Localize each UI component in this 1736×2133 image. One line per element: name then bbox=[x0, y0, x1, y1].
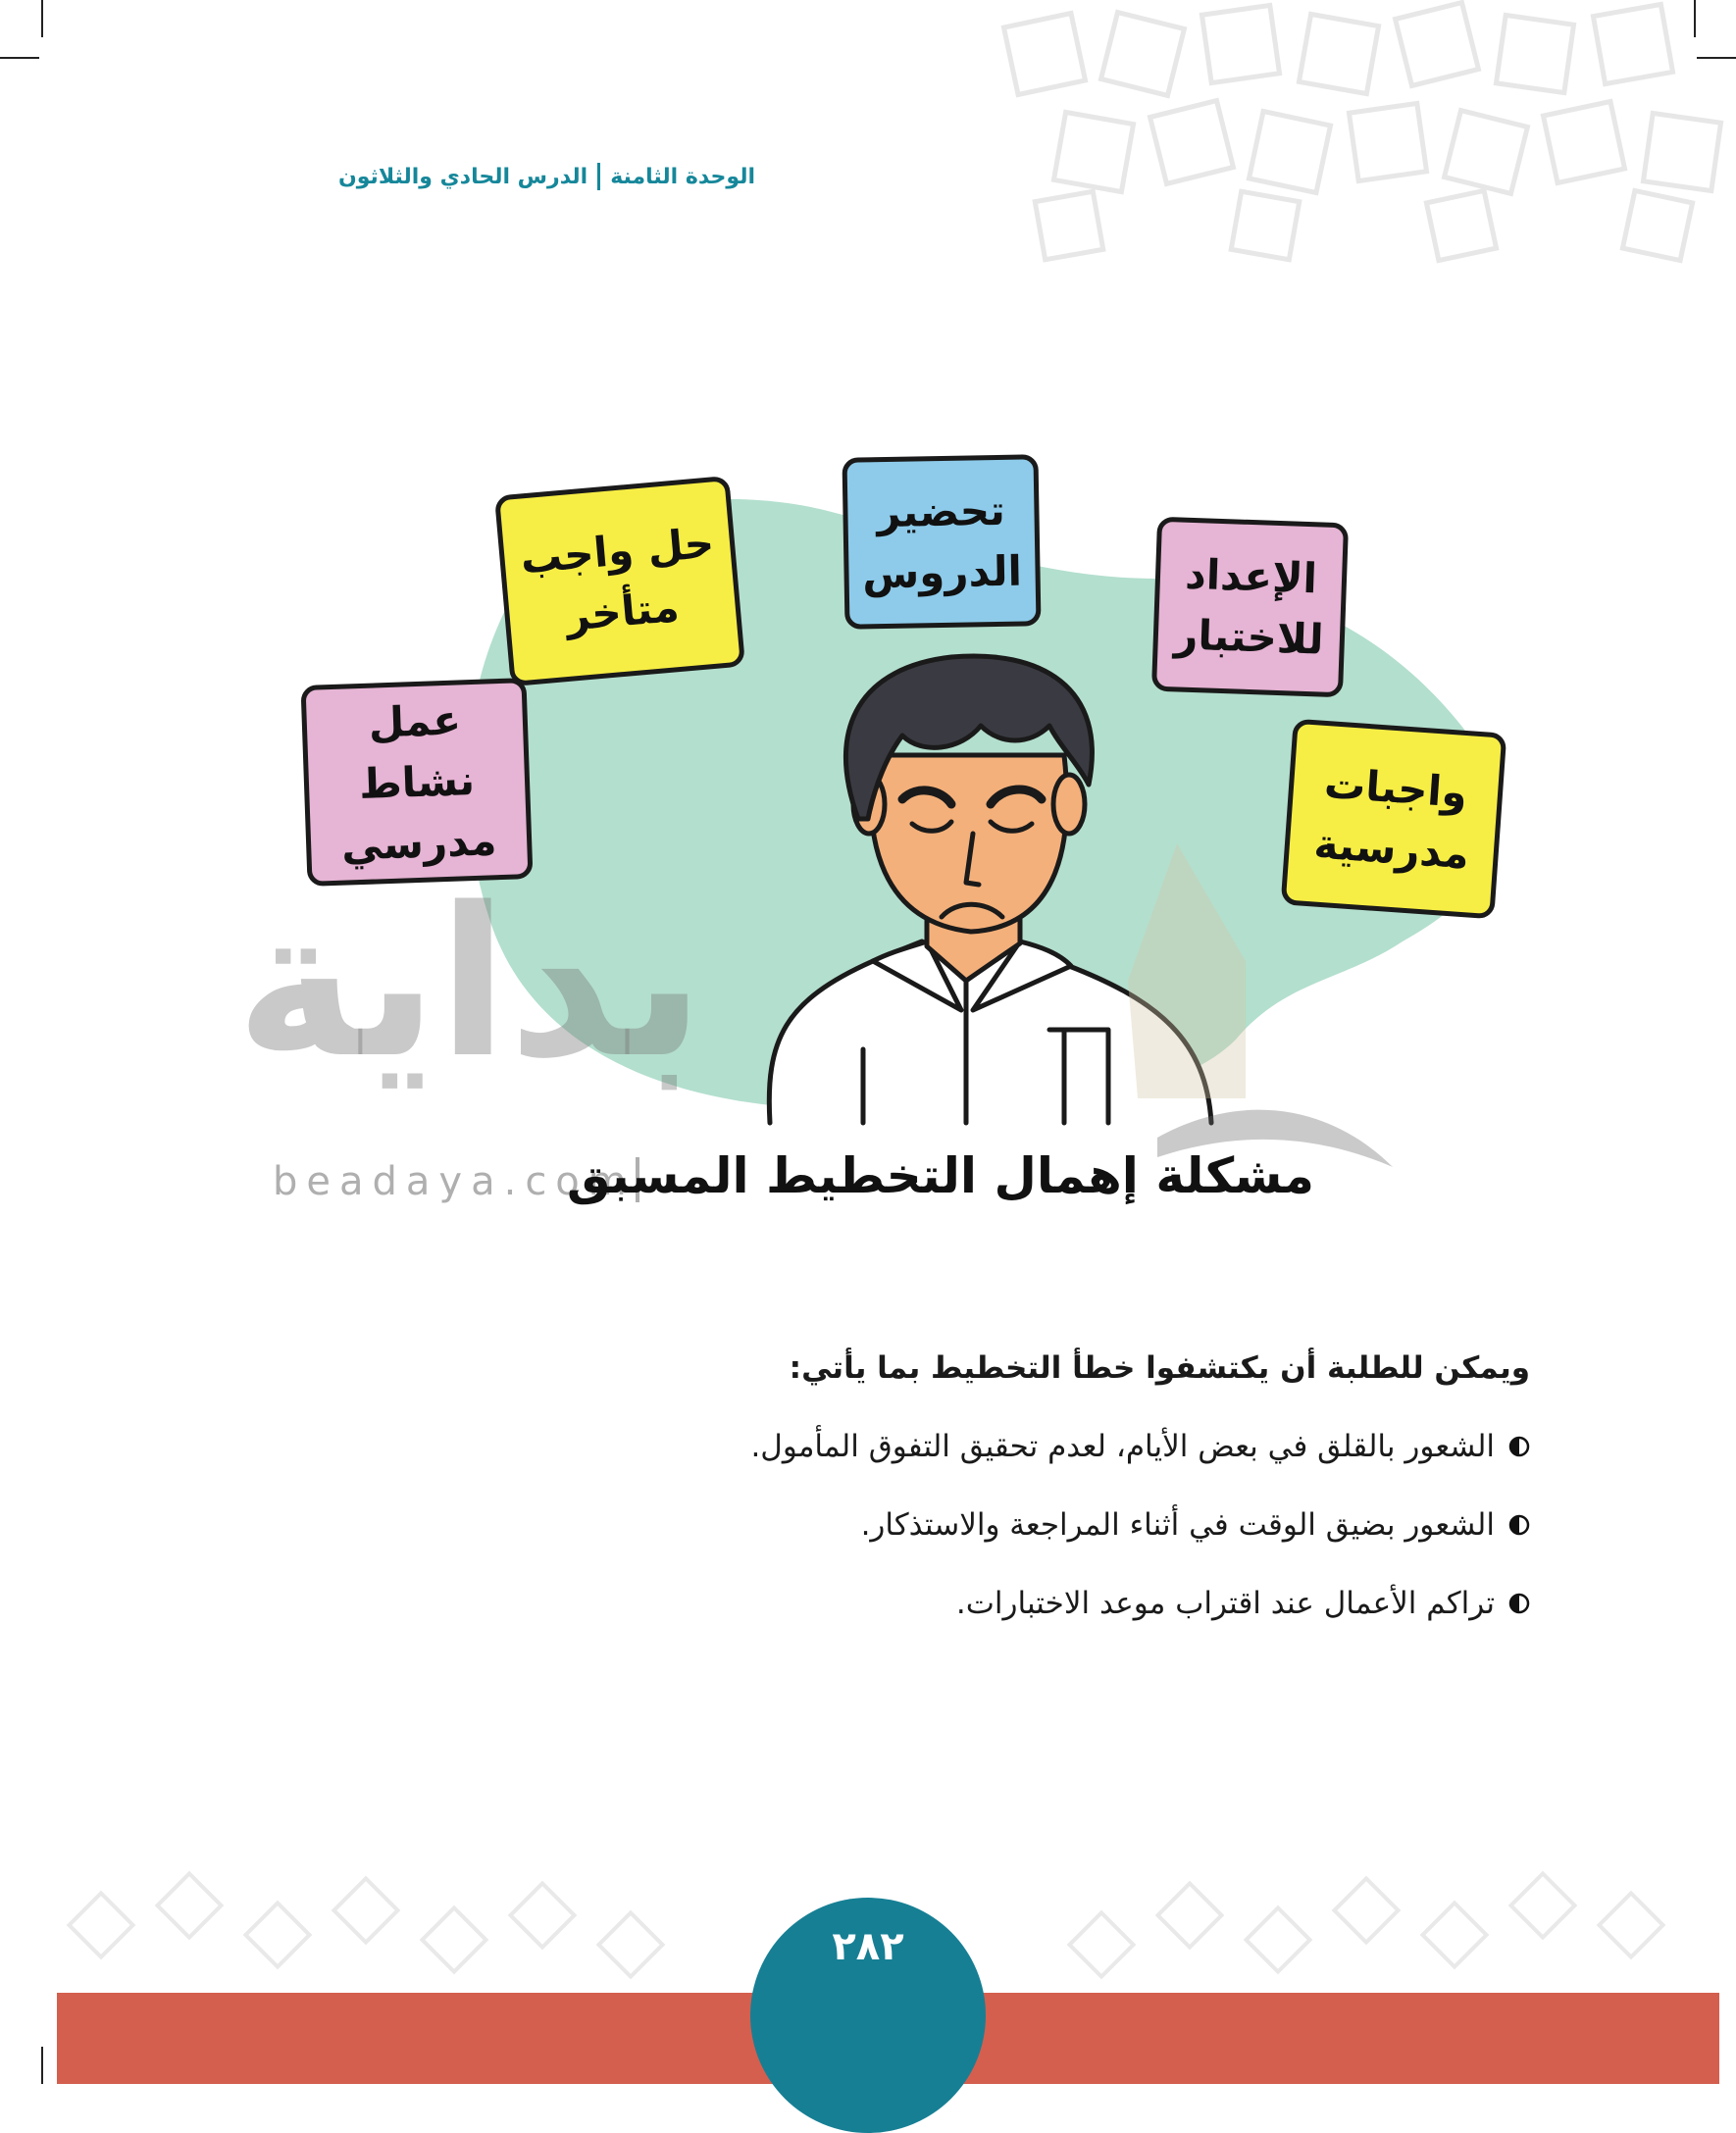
illustration-caption: مشكلة إهمال التخطيط المسبق bbox=[566, 1147, 1314, 1204]
running-header bbox=[284, 157, 755, 196]
note-line: متأخر bbox=[564, 582, 682, 640]
watermark-logo-word: بداية bbox=[235, 863, 705, 1103]
half-circle-bullet-icon bbox=[1508, 1514, 1530, 1536]
list-item-text: الشعور بضيق الوقت في أثناء المراجعة والاستذكار. bbox=[860, 1507, 1495, 1543]
list-item-text: الشعور بالقلق في بعض الأيام، لعدم تحقيق التفوق المأمول. bbox=[750, 1429, 1495, 1464]
body-text bbox=[549, 1344, 1530, 1657]
half-circle-bullet-icon bbox=[1508, 1593, 1530, 1614]
list-item bbox=[549, 1500, 1530, 1549]
note-line: عمل نشاط bbox=[358, 694, 476, 808]
half-circle-bullet-icon bbox=[1508, 1436, 1530, 1457]
intro-paragraph: ويمكن للطلبة أن يكتشفوا خطأ التخطيط بما يأتي: bbox=[789, 1350, 1530, 1386]
note-line: الدروس bbox=[861, 546, 1023, 597]
crop-mark bbox=[0, 57, 39, 59]
note-line: للاختبار bbox=[1173, 610, 1325, 664]
crop-mark bbox=[41, 2047, 43, 2084]
decorative-pattern bbox=[981, 0, 1736, 275]
list-item-text: تراكم الأعمال عند اقتراب موعد الاختبارات. bbox=[955, 1586, 1495, 1621]
list-item bbox=[549, 1422, 1530, 1471]
page-number: ٢٨٢ bbox=[832, 1924, 904, 1969]
watermark-site: beadaya.com bbox=[273, 1159, 636, 1204]
header-separator bbox=[597, 163, 600, 190]
note-line: مدرسية bbox=[1312, 819, 1471, 879]
note-line: واجبات bbox=[1322, 759, 1469, 818]
pen-nib-logo bbox=[1098, 843, 1393, 1167]
lesson-title: الدرس الحادي والثلاثون bbox=[337, 164, 588, 189]
note-line: الإعداد bbox=[1184, 549, 1318, 603]
crop-mark bbox=[41, 0, 43, 37]
note-line: مدرسي bbox=[340, 815, 498, 870]
unit-title: الوحدة الثامنة bbox=[610, 164, 755, 189]
note-line: تحضير bbox=[876, 485, 1006, 536]
note-line: حل واجب bbox=[518, 518, 716, 584]
list-item bbox=[549, 1579, 1530, 1628]
